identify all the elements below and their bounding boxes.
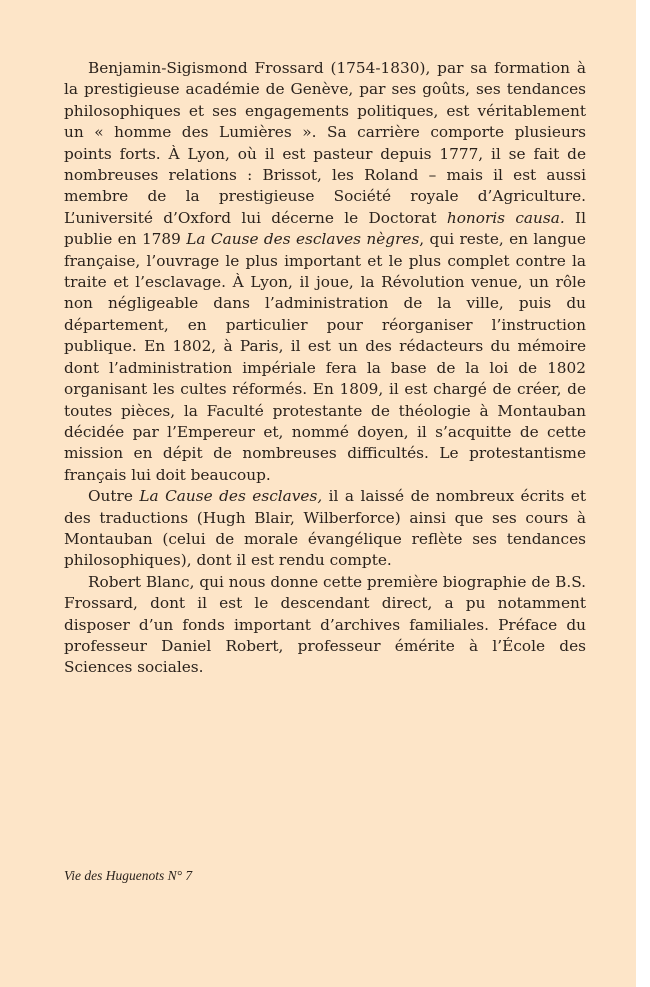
p3-seg-1: Robert Blanc, qui nous donne cette première biographie de B.S. Frossard, dont il est le descendant direct, a pu notamment disposer d’un fonds important d’archives familiales. Préface du professeur Daniel Robert, professeur émérite à l’École des Sciences sociales.	[64, 572, 586, 677]
p2-seg-2-italic: La Cause des esclaves,	[139, 487, 323, 506]
blurb-text	[64, 58, 586, 679]
paragraph-2	[64, 486, 586, 572]
paragraph-3	[64, 572, 586, 679]
p1-seg-2-italic: honoris causa.	[446, 208, 565, 227]
page-edge	[636, 0, 650, 987]
series-label: Vie des Huguenots N° 7	[64, 868, 193, 883]
p1-seg-1: Benjamin-Sigismond Frossard (1754-1830), par sa formation à la prestigieuse académie de Genève, par ses goûts, ses tendances philosophiques et ses engagements politiques, est véritablement un « homme des Lumières ». Sa carrière comporte plusieurs points forts. À Lyon, où il est pasteur depuis 1777, il se fait de nombreuses relations : Brissot, les Roland – mais il est aussi membre de la prestigieuse Société royale d’Agriculture. L’université d’Oxford lui décerne le Doctorat	[64, 59, 586, 227]
p1-seg-3: Il publie en 1789	[64, 208, 586, 249]
p2-seg-1: Outre	[88, 487, 140, 506]
p1-seg-4-italic: La Cause des esclaves nègres	[186, 230, 420, 249]
p2-seg-3: il a laissé de nombreux écrits et des traductions (Hugh Blair, Wilberforce) ainsi que ses cours à Montauban (celui de morale évangélique reflète ses tendances philosophiques), dont il est rendu compte.	[64, 487, 587, 570]
paragraph-1	[64, 58, 586, 486]
p1-seg-5: , qui reste, en langue française, l’ouvrage le plus important et le plus complet contre la traite et l’esclavage. À Lyon, il joue, la Révolution venue, un rôle non négligeable dans l’administration de la ville, puis du département, en particulier pour réorganiser l’instruction publique. En 1802, à Paris, il est un des rédacteurs du mémoire dont l’administration impériale fera la base de la loi de 1802 organisant les cultes réformés. En 1809, il est chargé de créer, de toutes pièces, la Faculté protestante de théologie à Montauban décidée par l’Empereur et, nommé doyen, il s’acquitte de cette mission en dépit de nombreuses difficultés. Le protestantisme français lui doit beaucoup.	[64, 230, 586, 484]
